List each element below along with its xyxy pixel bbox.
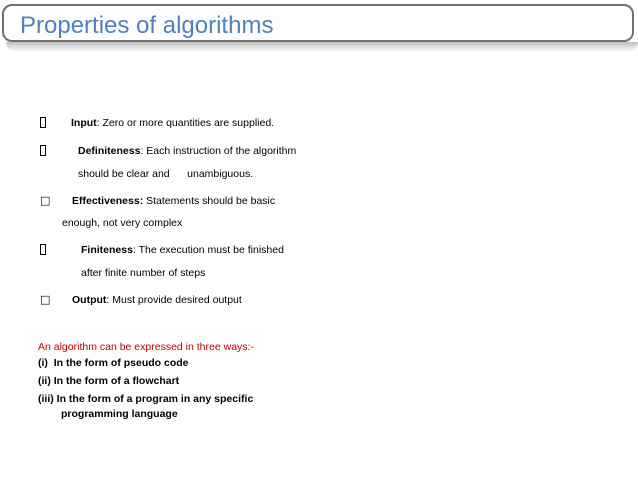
bullet-continuation: should be clear and unambiguous.	[78, 168, 254, 180]
bullet-text: Statements should be basic	[143, 195, 276, 207]
bullet-marker	[40, 117, 46, 128]
ways-intro: An algorithm can be expressed in three ways:-	[38, 341, 254, 353]
bullet-marker: □	[40, 194, 51, 207]
ways-item: (ii) In the form of a flowchart	[38, 375, 180, 387]
bullet-text: : Must provide desired output	[106, 294, 242, 306]
bullet-text: : Each instruction of the algorithm	[140, 145, 297, 157]
bullet-definiteness	[78, 145, 296, 157]
bullet-marker	[40, 145, 46, 156]
bullet-effectiveness	[72, 195, 275, 207]
bullet-output	[72, 294, 242, 306]
bullet-label: Finiteness	[81, 244, 133, 256]
ways-item-continuation: programming language	[61, 408, 178, 420]
bullet-label: Definiteness	[78, 145, 141, 157]
ways-item: (i) In the form of pseudo code	[38, 357, 189, 369]
title-shadow	[6, 42, 638, 52]
bullet-marker: □	[40, 293, 51, 306]
bullet-label: Effectiveness:	[72, 195, 144, 207]
bullet-continuation: after finite number of steps	[81, 267, 206, 279]
page-title: Properties of algorithms	[20, 12, 274, 39]
title-box	[2, 4, 634, 42]
bullet-text: : The execution must be finished	[132, 244, 284, 256]
bullet-finiteness	[81, 244, 284, 256]
ways-item: (iii) In the form of a program in any specific	[38, 393, 254, 405]
bullet-text: : Zero or more quantities are supplied.	[96, 117, 275, 129]
bullet-marker	[40, 244, 46, 255]
bullet-label: Output	[72, 294, 107, 306]
bullet-continuation: enough, not very complex	[62, 217, 183, 229]
bullet-label: Input	[71, 117, 97, 129]
bullet-input	[71, 117, 274, 129]
